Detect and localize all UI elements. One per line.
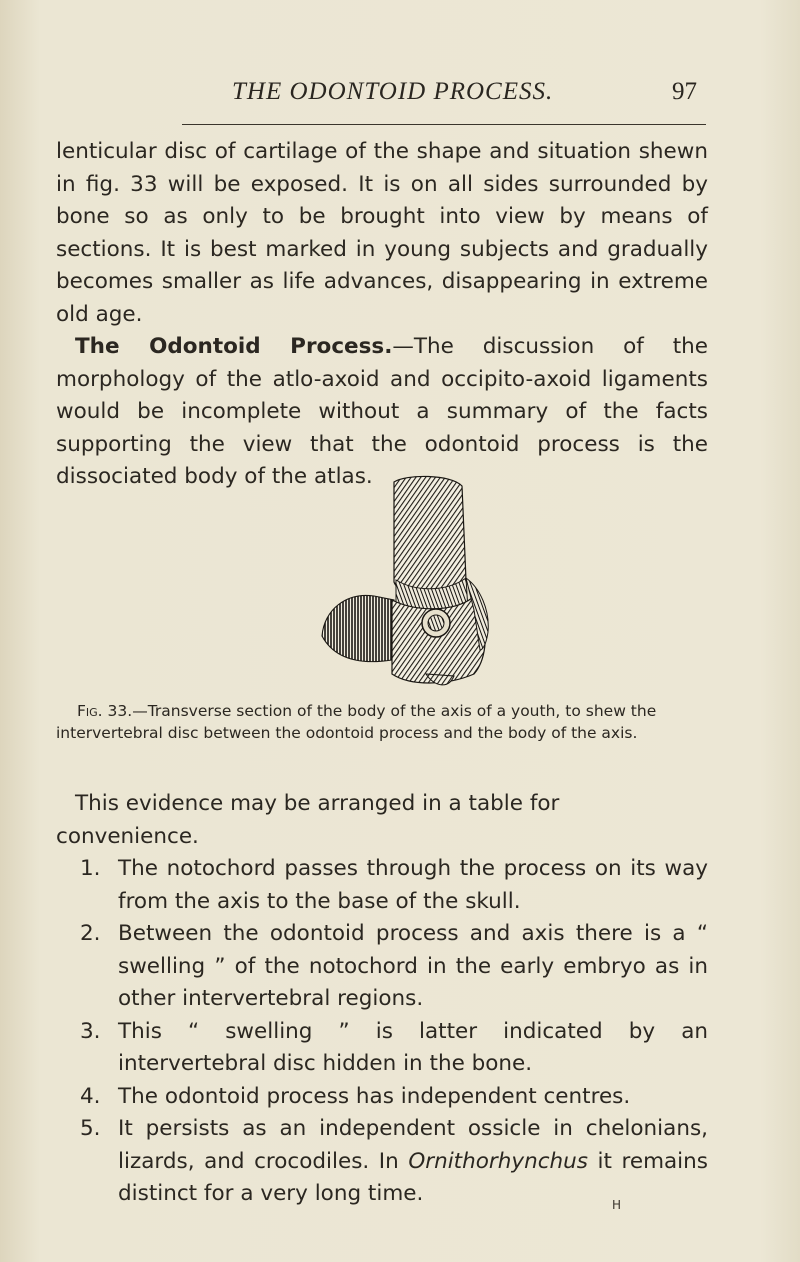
item-number: 1. [80,856,101,881]
item-number: 4. [80,1083,101,1109]
figure-33-illustration [276,460,514,692]
running-head [0,78,800,112]
list-item [56,853,708,918]
item-text: This “ swelling ” is latter indicated by an intervertebral disc hidden in the bone. [118,1018,708,1076]
item-text: The odontoid process has independent centres. [118,1083,631,1109]
item-text: The notochord passes through the process on its way from the axis to the base of the skull. [118,856,708,914]
evidence-section [56,788,708,1211]
body-text [56,136,708,494]
list-item [56,1016,708,1081]
evidence-intro: This evidence may be arranged in a table for convenience. [56,791,560,849]
figure-caption [56,700,712,744]
list-item [56,1113,708,1211]
header-rule [182,124,706,125]
item-text-genus: Ornithorhynchus [408,1148,588,1174]
section-heading: The Odontoid Process. [75,334,393,359]
item-text: Between the odontoid process and axis there is a “ swelling ” of the notochord in the early embryo as in other intervertebral regions. [118,921,708,1011]
signature-mark: H [612,1198,622,1212]
running-title: THE ODONTOID PROCESS. [232,78,554,105]
item-number: 2. [80,921,101,946]
item-number: 5. [80,1116,101,1141]
item-text-before: It persists as an independent ossicle in chelonians, lizards, and crocodiles. In [118,1116,708,1174]
page-number: 97 [672,78,697,105]
evidence-list [56,853,708,1211]
item-number: 3. [80,1018,101,1044]
item-text-after: it remains distinct for a very long time. [118,1148,708,1206]
list-item [56,918,708,1016]
paragraph-1: lenticular disc of cartilage of the shape and situation shewn in fig. 33 will be exposed. It is on all sides surrounded by bone so as only to be brought into view by means of sections. It is best marked in young subjects and gradually becomes smaller as life advances, disappearing in extreme old age. [56,139,708,327]
list-item [56,1081,708,1114]
figure-label: Fig. 33. [77,702,133,720]
paragraph-2-text: —The discussion of the morphology of the atlo-axoid and occipito-axoid ligaments would be incomplete without a summary of the facts supporting the view that the odontoid process is the dissociated body of the atlas. [56,334,708,489]
figure-caption-text: —Transverse section of the body of the axis of a youth, to shew the intervertebral disc between the odontoid process and the body of the axis. [56,702,657,742]
